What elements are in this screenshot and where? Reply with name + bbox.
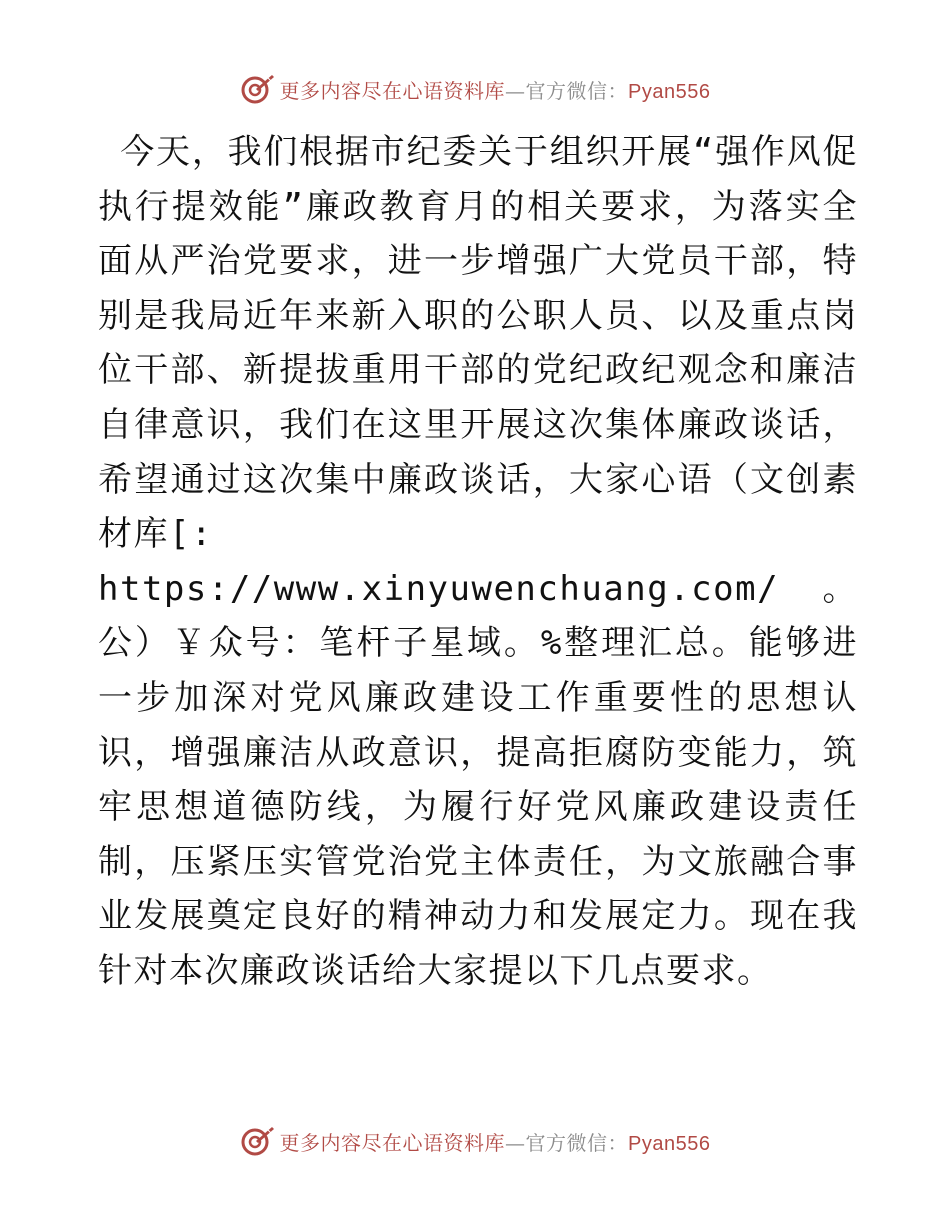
pen-circle-logo-icon (240, 72, 276, 106)
footer-wechat-account: Pyan556 (628, 1132, 711, 1155)
header-wechat-label: 官方微信： (525, 78, 629, 103)
header-site-text: 更多内容尽在心语资料库 (279, 78, 506, 103)
header-banner-text (280, 75, 711, 104)
header-separator: — (505, 78, 526, 103)
footer-banner (0, 1124, 950, 1158)
header-wechat-account: Pyan556 (628, 80, 711, 103)
pen-circle-logo-icon (240, 1124, 276, 1158)
header-banner (0, 72, 950, 106)
footer-banner-text (280, 1127, 711, 1156)
document-paragraph: 今天，我们根据市纪委关于组织开展“强作风促执行提效能”廉政教育月的相关要求，为落实全面从严治党要求，进一步增强广大党员干部，特别是我局近年来新入职的公职人员、以及重点岗位干部、新提拔重用干部的党纪政纪观念和廉洁自律意识，我们在这里开展这次集体廉政谈话，希望通过这次集中廉政谈话，大家心语（文创素材库[: https://www.xinyuwenchuang.com/。公）￥众号：笔杆子星域。%整理汇总。能够进一步加深对党风廉政建设工作重要性的思想认识，增强廉洁从政意识，提高拒腐防变能力，筑牢思想道德防线，为履行好党风廉政建设责任制，压紧压实管党治党主体责任，为文旅融合事业发展奠定良好的精神动力和发展定力。现在我针对本次廉政谈话给大家提以下几点要求。 (98, 132, 858, 991)
footer-separator: — (505, 1130, 526, 1155)
footer-wechat-label: 官方微信： (525, 1130, 629, 1155)
footer-site-text: 更多内容尽在心语资料库 (279, 1130, 506, 1155)
